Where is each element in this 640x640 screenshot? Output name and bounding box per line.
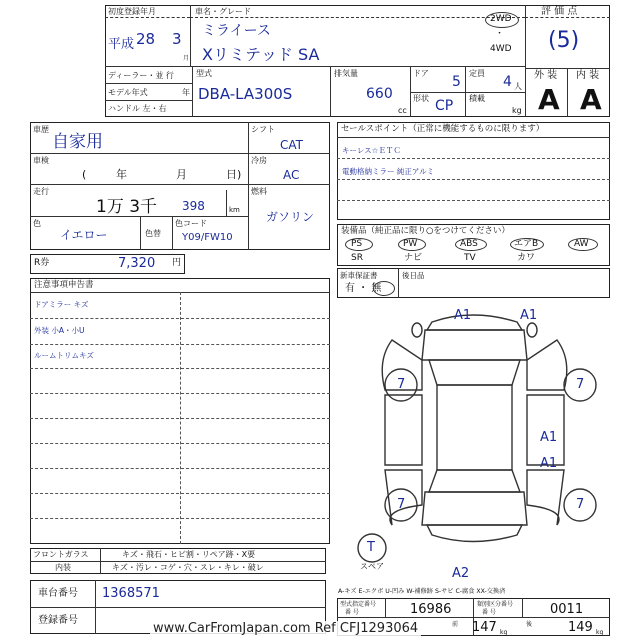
model-name: ミライース <box>202 23 271 39</box>
color-code-label: 色コード <box>175 219 207 228</box>
load-label: 積載 <box>469 94 485 103</box>
front-axle-unit: kg <box>500 629 508 636</box>
mark-side-1: A1 <box>540 430 558 445</box>
model-year-label: モデル年式 <box>108 88 148 97</box>
drive-4wd: 4WD <box>490 44 512 54</box>
reg-label: 登録番号 <box>38 615 78 626</box>
interior-cond-label: 内装 <box>55 563 71 572</box>
score-label: 評 価 点 <box>541 6 578 17</box>
displacement-value: 660 <box>366 86 393 102</box>
exterior-grade: A <box>538 83 560 116</box>
damage-legend: A-キズ E-エクボ U-凹み W-補修跡 S-サビ C-腐食 XX-交換済 <box>338 588 506 595</box>
score-value: (5) <box>548 28 580 53</box>
class-label: 類別区分番号 <box>477 601 514 608</box>
recycle-box <box>30 254 185 274</box>
equip-ps: PS <box>351 239 363 249</box>
warranty-value: 有 ・ 無 <box>345 283 382 294</box>
watermark: www.CarFromJapan.com Ref CFJ1293064 <box>150 621 421 636</box>
displacement-unit: cc <box>398 106 407 115</box>
rear-axle-value: 149 <box>568 620 593 635</box>
capacity-unit: 人 <box>514 82 522 91</box>
color-value: イエロー <box>60 228 108 242</box>
after-label: 後日品 <box>402 271 425 280</box>
note-3: ルームトリムキズ <box>34 351 94 360</box>
equip-sr: SR <box>351 253 363 263</box>
front-axle-value: 147 <box>472 620 497 635</box>
front-glass-label: フロントガラス <box>33 550 89 559</box>
equip-aw: AW <box>574 239 589 249</box>
inspection-day-unit: 日) <box>226 168 242 181</box>
equip-abs: ABS <box>460 239 478 249</box>
chassis-value: 1368571 <box>102 586 160 601</box>
recycle-label: R券 <box>34 258 50 268</box>
sales-point-2: 電動格納ミラー 純正アルミ <box>342 167 435 176</box>
inspection-year-unit: 年 <box>116 168 127 181</box>
sales-points-title: セールスポイント（正常に機能するものに限ります） <box>341 124 545 134</box>
shape-label: 形状 <box>413 94 429 103</box>
first-reg-label: 初度登録年月 <box>108 7 156 16</box>
door-value: 5 <box>452 74 461 90</box>
front-glass-value: キズ・飛石・ヒビ割・リペア跡・X要 <box>122 550 256 559</box>
color-swap-label: 色替 <box>145 229 161 238</box>
shape-value: CP <box>435 98 454 114</box>
reg-year: 28 <box>136 30 156 48</box>
sales-point-1: キーレス☆ＥＴＣ <box>342 146 401 155</box>
color-code-value: Y09/FW10 <box>182 232 233 243</box>
mileage-label: 走行 <box>33 187 49 196</box>
usage-value: 自家用 <box>52 132 103 152</box>
grade-name: Xリミテッド SA <box>202 45 320 64</box>
door-label: ドア <box>413 69 429 78</box>
month-unit: 月 <box>183 55 190 62</box>
mark-rear: A2 <box>452 566 470 581</box>
mark-side-2: A1 <box>540 456 558 471</box>
era: 平成 <box>108 37 135 52</box>
inspection-month-unit: 月 <box>176 168 187 181</box>
color-label: 色 <box>33 219 41 228</box>
recycle-unit: 円 <box>172 258 182 268</box>
model-cert-value: 16986 <box>410 602 452 617</box>
model-year-unit: 年 <box>182 88 190 97</box>
mark-front-right: A1 <box>520 308 538 323</box>
front-axle-label: 前 <box>452 621 459 628</box>
displacement-label: 排気量 <box>334 69 358 78</box>
mileage-unit: km <box>229 206 240 214</box>
mark-wheel-rl: 7 <box>397 497 406 512</box>
mark-spare: T <box>367 540 375 555</box>
mark-front-left: A1 <box>454 308 472 323</box>
drive-2wd: 2WD <box>490 14 512 24</box>
usage-label: 車歴 <box>33 125 49 134</box>
model-cert-sub: 番 号 <box>345 609 359 616</box>
chassis-label: 車台番号 <box>38 588 78 599</box>
mark-wheel-fr: 7 <box>576 377 585 392</box>
fuel-value: ガソリン <box>266 210 315 224</box>
mileage-sub: 398 <box>182 199 205 213</box>
interior-label: 内 装 <box>576 70 600 81</box>
handle-label: ハンドル 左・右 <box>108 104 167 113</box>
spare-label: スペア <box>360 562 384 571</box>
recycle-value: 7,320 <box>118 256 156 271</box>
equip-navi: ナビ <box>404 253 423 263</box>
rear-axle-label: 後 <box>526 621 533 628</box>
equip-tv: TV <box>464 253 476 263</box>
reg-month: 3 <box>172 30 182 48</box>
capacity-label: 定員 <box>469 69 485 78</box>
ac-label: 冷房 <box>251 156 267 165</box>
model-label: 車名・グレード <box>195 7 251 16</box>
equipment-title: 装備品（純正品に限り○をつけてください） <box>341 226 510 236</box>
class-value: 0011 <box>550 602 584 617</box>
fuel-label: 燃料 <box>251 187 267 196</box>
type-value: DBA-LA300S <box>198 85 293 103</box>
dealer-label: ディーラー・並 行 <box>108 71 174 80</box>
car-diagram <box>337 300 610 585</box>
model-cert-label: 型式指定番号 <box>340 601 377 608</box>
equip-pw: PW <box>403 239 418 249</box>
warranty-label: 新車保証書 <box>340 271 378 280</box>
notes-title: 注意事項申告書 <box>34 280 94 290</box>
mark-wheel-rr: 7 <box>576 497 585 512</box>
load-unit: kg <box>512 106 522 115</box>
equip-airbag: エアB <box>514 239 539 249</box>
exterior-label: 外 装 <box>534 70 558 81</box>
shift-value: CAT <box>280 138 303 152</box>
note-1: ドアミラー キズ <box>34 300 89 309</box>
rear-axle-unit: kg <box>596 629 604 636</box>
mileage-value: 1万 3千 <box>96 197 158 217</box>
ac-value: AC <box>283 168 300 182</box>
type-label: 型式 <box>196 69 212 78</box>
note-2: 外装 小A・小U <box>34 326 85 335</box>
capacity-value: 4 <box>503 74 512 90</box>
inspection-label: 車検 <box>33 156 49 165</box>
class-sub: 番 号 <box>482 609 496 616</box>
interior-grade: A <box>580 83 602 116</box>
mark-wheel-fl: 7 <box>397 377 406 392</box>
inspection-paren: ( <box>82 168 87 181</box>
interior-cond-value: キズ・汚レ・コゲ・穴・スレ・キレ・破レ <box>112 563 264 572</box>
equip-leather: カワ <box>517 253 536 263</box>
drive-dot: ・ <box>495 29 505 39</box>
shift-label: シフト <box>251 125 275 134</box>
